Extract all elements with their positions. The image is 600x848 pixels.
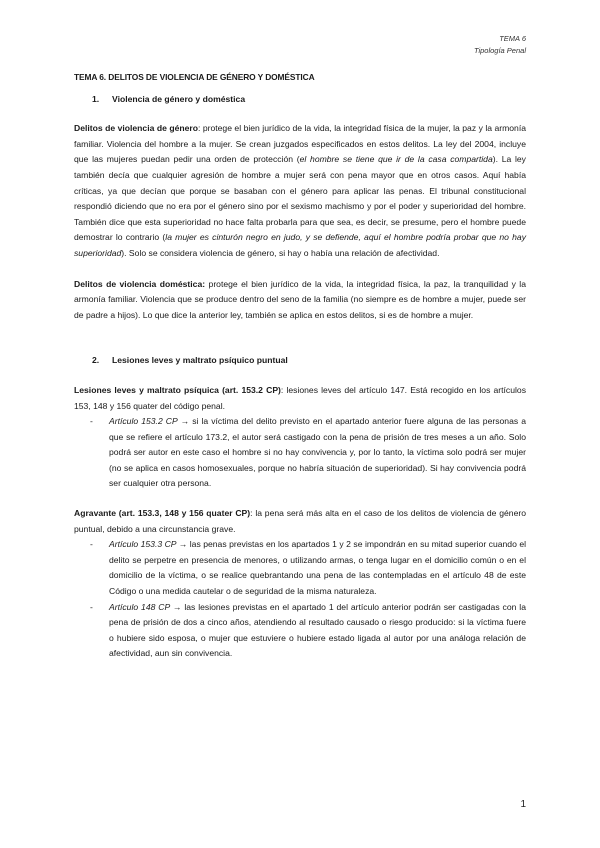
example-judo: la mujer es cinturón negro en judo, y se defiende, aquí el hombre podría probar que no hay superioridad [74,232,526,258]
bullet-dash: - [90,601,93,612]
list-item-article-153-3: - Artículo 153.3 CP → las penas previstas en los apartados 1 y 2 se impondrán en su mitad superior cuando el delito se perpetre en presencia de menores, o utilizando armas, o tenga lugar en el domicilio común o en el domicilio de la víctima, o se realice quebrantando una pena de las contempladas en el artículo 48 de este Código o una medida cautelar o de seguridad de la misma naturaleza. [90,539,527,597]
term-minor-injuries: Lesiones leves y maltrato psíquica (art. 153.2 CP) [74,384,281,395]
section-1-heading [74,92,526,108]
page-number: 1 [520,799,526,810]
section-2-title: Lesiones leves y maltrato psíquico puntual [112,355,288,366]
list-item-article-153-2: - Artículo 153.2 CP → si la víctima del delito previsto en el apartado anterior fuere alguna de las personas a que se refiere el artículo 173.2, el autor será castigado con la pena de prisión de tres meses a un año. Solo podrá ser autor en este caso el hombre si no hay convivencia y, por lo tanto, la víctima solo podrá ser mujer (no se aplica en casos homosexuales, porque no habría situación de superioridad). Si hay convivencia podrá ser cualquier otra persona. [90,416,527,489]
section-2-heading [74,353,526,369]
example-protection-order: el hombre se tiene que ir de la casa compartida [299,154,493,165]
term-aggravating: Agravante (art. 153.3, 148 y 156 quater CP) [74,508,251,519]
header-subject: Tipología Penal [473,46,526,55]
term-domestic-violence: Delitos de violencia doméstica: [74,278,206,289]
article-ref-148: Artículo 148 CP → [109,601,182,612]
section-1-number: 1. [92,93,100,104]
term-gender-violence: Delitos de violencia de género [74,123,198,134]
document-body [74,70,526,662]
section-1-title: Violencia de género y doméstica [112,93,246,104]
article-ref-153-3: Artículo 153.3 CP → [109,539,188,550]
document-title: TEMA 6. DELITOS DE VIOLENCIA DE GÉNERO Y DOMÉSTICA [74,72,315,82]
article-ref-153-2: Artículo 153.2 CP → [109,416,190,427]
paragraph-gender-violence: Delitos de violencia de género: protege el bien jurídico de la vida, la integridad física de la mujer, la paz y la armonía familiar. Violencia del hombre a la mujer. Se crean juzgados especificados en estos delitos. La ley del 2004, incluye que las mujeres puedan pedir una orden de protección (el hombre se tiene que ir de la casa compartida). La ley también decía que cualquier agresión de hombre a mujer será con pena mayor que en otros casos. Aquí había críticas, ya que decían que porque se basaban con el género para aplicar las penas. El tribunal constitucional respondió diciendo que no era por el género sino por el sexismo machismo y por el poder y superioridad del hombre. También dice que esta superioridad no hace falta probarla para que sea, es decir, se presume, pero el hombre puede demostrar lo contrario (la mujer es cinturón negro en judo, y se defiende, aquí el hombre podría probar que no hay superioridad). Solo se considera violencia de género, si hay o había una relación de afectividad. [74,123,526,258]
header-topic: TEMA 6 [499,34,526,43]
bullet-dash: - [90,539,93,550]
bullet-dash: - [90,416,93,427]
paragraph-aggravating: Agravante (art. 153.3, 148 y 156 quater CP): la pena será más alta en el caso de los delitos de violencia de género puntual, debido a una circunstancia grave. [74,508,526,534]
section-2-number: 2. [92,355,100,366]
list-item-article-148: - Artículo 148 CP → las lesiones previstas en el apartado 1 del artículo anterior podrán ser castigadas con la pena de prisión de dos a cinco años, atendiendo al resultado causado o riesgo producido: si la víctima fuere o hubiere sido esposa, o mujer que estuviere o hubiere estado ligada al autor por una análoga relación de afectividad, aun sin convivencia. [90,601,526,659]
paragraph-domestic-violence: Delitos de violencia doméstica: protege el bien jurídico de la vida, la integridad física, la paz, la tranquilidad y la armonía familiar. Violencia que se produce dentro del seno de la familia (no siempre es de hombre a mujer, puede ser de padre a hijos). Lo que dice la anterior ley, también se aplica en estos delitos, si es de hombre a mujer. [74,278,526,320]
paragraph-minor-injuries: Lesiones leves y maltrato psíquica (art. 153.2 CP): lesiones leves del artículo 147. Está recogido en los artículos 153, 148 y 156 quater del código penal. [74,384,526,411]
